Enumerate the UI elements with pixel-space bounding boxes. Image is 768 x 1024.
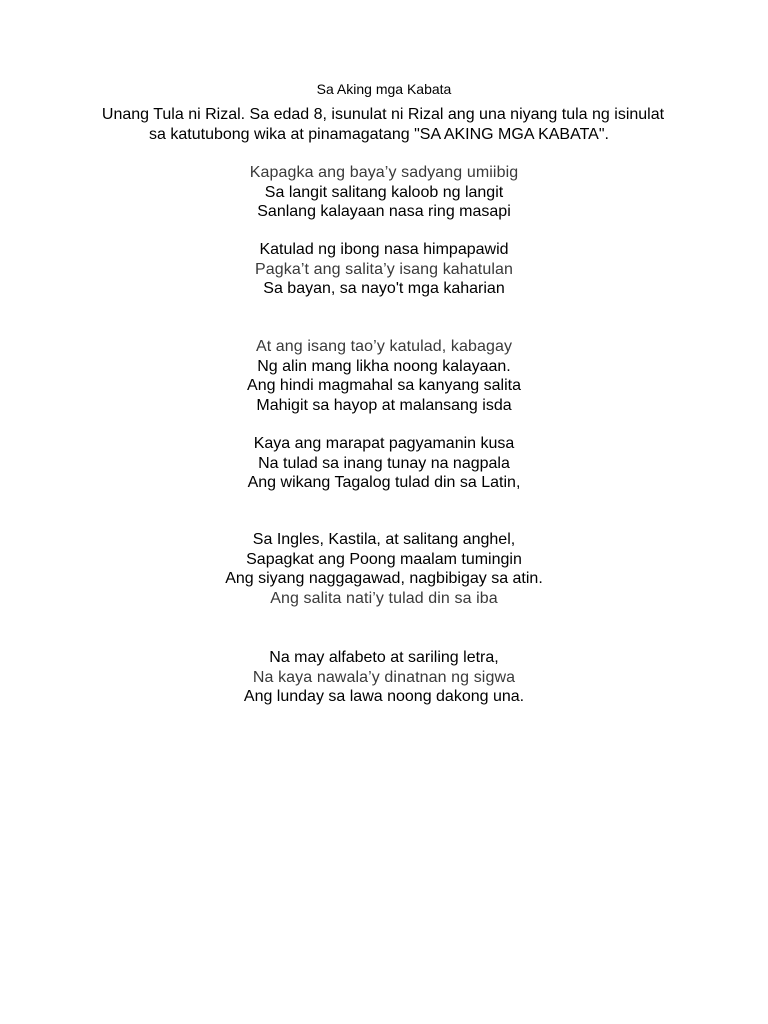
poem-line: At ang isang tao’y katulad, kabagay <box>255 338 513 355</box>
poem-line: Pagka’t ang salita’y isang kahatulan <box>255 260 513 278</box>
poem-stanza <box>0 434 768 493</box>
poem-line: Ang salita nati’y tulad din sa iba <box>270 589 498 607</box>
intro-line: Unang Tula ni Rizal. Sa edad 8, isunulat ni Rizal ang una niyang tula ng isinulat <box>101 106 665 123</box>
poem-stanza <box>0 530 768 608</box>
intro-paragraph <box>0 105 768 145</box>
intro-line: sa katutubong wika at pinamagatang "SA AKING MGA KABATA". <box>149 126 609 143</box>
poem-stanza <box>0 163 768 222</box>
poem-line: Kaya ang marapat pagyamanin kusa <box>253 435 515 452</box>
poem-line: Mahigit sa hayop at malansang isda <box>256 396 512 414</box>
poem-line: Katulad ng ibong nasa himpapawid <box>259 241 509 258</box>
poem-line: Na tulad sa inang tunay na nagpala <box>258 454 510 472</box>
poem-stanza <box>0 240 768 299</box>
poem-line: Ang lunday sa lawa noong dakong una. <box>243 688 525 705</box>
poem-line: Na kaya nawala’y dinatnan ng sigwa <box>252 668 516 686</box>
document-title: Sa Aking mga Kabata <box>316 81 452 97</box>
poem-line: Kapagka ang baya’y sadyang umiibig <box>249 164 519 181</box>
poem-stanza <box>0 648 768 707</box>
poem-line: Ang wikang Tagalog tulad din sa Latin, <box>247 474 521 491</box>
poem-line: Ang hindi magmahal sa kanyang salita <box>247 377 521 394</box>
poem-line: Ang siyang naggagawad, nagbibigay sa atin. <box>225 570 543 587</box>
poem-line: Sanlang kalayaan nasa ring masapi <box>257 203 511 220</box>
poem-line: Sa bayan, sa nayo't mga kaharian <box>263 280 505 297</box>
poem-line: Sa Ingles, Kastila, at salitang anghel, <box>252 531 516 548</box>
poem-line: Ng alin mang likha noong kalayaan. <box>257 357 511 375</box>
poem-line: Sa langit salitang kaloob ng langit <box>264 183 504 201</box>
poem-stanza <box>0 337 768 415</box>
poem-line: Na may alfabeto at sariling letra, <box>269 649 499 666</box>
poem-line: Sapagkat ang Poong maalam tumingin <box>246 550 522 568</box>
